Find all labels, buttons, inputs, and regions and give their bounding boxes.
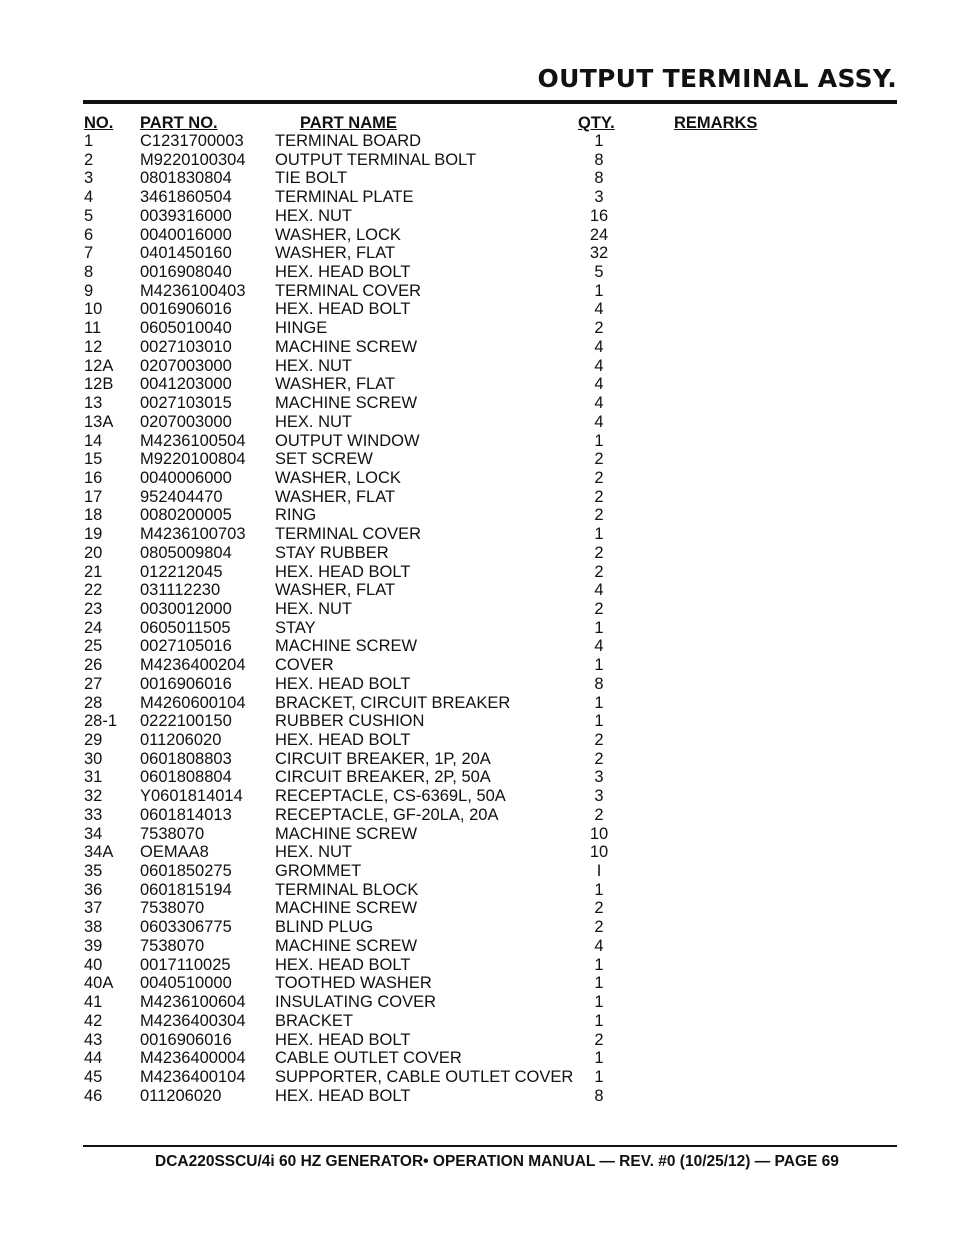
cell-part-no: 0016906016 (140, 674, 232, 693)
cell-no: 28 (84, 693, 103, 712)
cell-part-name: WASHER, LOCK (275, 225, 401, 244)
cell-part-no: 0027103015 (140, 394, 232, 413)
cell-part-no: 0040510000 (140, 974, 232, 993)
table-row (84, 806, 864, 825)
table-row (84, 600, 864, 619)
cell-qty: 2 (594, 749, 604, 768)
cell-part-no: 0016908040 (140, 263, 232, 282)
cell-no: 11 (84, 319, 102, 338)
cell-part-no: M4236100403 (140, 281, 246, 300)
cell-part-name: INSULATING COVER (275, 993, 437, 1012)
cell-part-no: 0039316000 (140, 206, 232, 225)
cell-part-no: 0027103010 (140, 337, 232, 356)
cell-qty: 8 (594, 1086, 604, 1105)
title-rule (83, 100, 897, 104)
cell-part-no: 0601815194 (140, 880, 232, 899)
cell-no: 12 (84, 337, 103, 356)
cell-part-no: 0603306775 (140, 918, 232, 937)
table-row (84, 432, 864, 451)
table-row (84, 825, 864, 844)
table-row (84, 207, 864, 226)
cell-part-no: 7538070 (140, 824, 205, 843)
cell-part-name: BLIND PLUG (275, 918, 374, 937)
cell-qty: 4 (594, 581, 604, 600)
cell-part-name: WASHER, FLAT (275, 487, 396, 506)
cell-part-no: M4236400304 (140, 1011, 246, 1030)
table-row (84, 1031, 864, 1050)
cell-qty: 5 (594, 263, 604, 282)
cell-part-no: 0805009804 (140, 543, 232, 562)
cell-qty: 2 (594, 543, 604, 562)
cell-no: 30 (84, 749, 103, 768)
cell-qty: 1 (594, 974, 604, 993)
cell-qty: 3 (594, 188, 604, 207)
cell-part-name: OUTPUT WINDOW (275, 431, 420, 450)
cell-part-no: M4236100604 (140, 993, 246, 1012)
cell-no: 15 (84, 450, 103, 469)
cell-no: 26 (84, 656, 103, 675)
cell-no: 7 (84, 244, 94, 263)
cell-part-no: 011206020 (140, 1086, 222, 1105)
table-row (84, 169, 864, 188)
cell-part-no: 0016906016 (140, 1030, 232, 1049)
cell-no: 23 (84, 599, 103, 618)
page-footer: DCA220SSCU/4i 60 HZ GENERATOR• OPERATION MANUAL — REV. #0 (10/25/12) — PAGE 69 (155, 1153, 839, 1170)
cell-no: 13 (84, 394, 103, 413)
cell-part-name: OUTPUT TERMINAL BOLT (275, 150, 477, 169)
cell-qty: 1 (594, 693, 604, 712)
cell-part-name: HEX. HEAD BOLT (275, 263, 411, 282)
cell-part-name: WASHER, FLAT (275, 244, 396, 263)
cell-no: 29 (84, 731, 103, 749)
cell-qty: 1 (594, 618, 604, 637)
cell-qty: 4 (594, 936, 604, 955)
cell-no: 41 (84, 993, 103, 1012)
cell-part-no: 0030012000 (140, 599, 232, 618)
table-row (84, 469, 864, 488)
header-part-no: PART NO. (140, 114, 218, 132)
cell-part-no: 0016906016 (140, 300, 232, 319)
cell-no: 12A (84, 356, 114, 375)
table-body (84, 132, 864, 1105)
cell-qty: 2 (594, 562, 604, 581)
cell-part-name: WASHER, LOCK (275, 468, 401, 487)
cell-qty: 1 (594, 880, 604, 899)
cell-no: 28-1 (84, 712, 118, 731)
cell-part-no: 3461860504 (140, 188, 232, 207)
cell-no: 2 (84, 150, 94, 169)
cell-part-no: 0605011505 (140, 618, 231, 637)
cell-qty: 2 (594, 918, 604, 937)
cell-qty: I (596, 862, 602, 881)
cell-part-no: 0027105016 (140, 637, 232, 656)
cell-part-name: WASHER, FLAT (275, 375, 396, 394)
cell-part-name: TERMINAL COVER (275, 281, 422, 300)
cell-part-no: 952404470 (140, 487, 223, 506)
cell-qty: 8 (594, 169, 604, 188)
cell-no: 44 (84, 1049, 103, 1068)
table-row (84, 263, 864, 282)
cell-part-name: CABLE OUTLET COVER (275, 1049, 462, 1068)
cell-part-no: 0601808804 (140, 768, 232, 787)
page-title: OUTPUT TERMINAL ASSY. (537, 64, 897, 93)
cell-part-name: MACHINE SCREW (275, 936, 418, 955)
cell-no: 13A (84, 412, 114, 431)
table-row (84, 132, 864, 151)
cell-part-name: SUPPORTER, CABLE OUTLET COVER (275, 1067, 574, 1086)
table-row (84, 188, 864, 207)
cell-part-name: HEX. HEAD BOLT (275, 731, 411, 749)
cell-no: 43 (84, 1030, 103, 1049)
cell-no: 24 (84, 618, 103, 637)
cell-part-no: 012212045 (140, 562, 223, 581)
cell-no: 10 (84, 300, 103, 319)
cell-part-name: CIRCUIT BREAKER, 1P, 20A (275, 749, 491, 768)
table-row (84, 1012, 864, 1031)
table-row (84, 956, 864, 975)
cell-qty: 1 (594, 1049, 604, 1068)
cell-qty: 2 (594, 731, 604, 749)
cell-part-name: HEX. NUT (275, 599, 353, 618)
cell-no: 31 (84, 768, 103, 787)
cell-qty: 1 (594, 1011, 604, 1030)
cell-part-name: BRACKET (275, 1011, 353, 1030)
cell-qty: 3 (594, 768, 604, 787)
cell-qty: 2 (594, 899, 604, 918)
table-row (84, 244, 864, 263)
cell-qty: 1 (594, 712, 604, 731)
cell-part-no: 0601850275 (140, 862, 232, 881)
cell-qty: 2 (594, 487, 604, 506)
table-row (84, 656, 864, 675)
cell-qty: 2 (594, 1030, 604, 1049)
cell-qty: 2 (594, 805, 604, 824)
cell-no: 40 (84, 955, 103, 974)
cell-part-name: TIE BOLT (275, 169, 348, 188)
cell-part-name: MACHINE SCREW (275, 824, 418, 843)
cell-part-name: TERMINAL COVER (275, 525, 422, 544)
cell-no: 8 (84, 263, 94, 282)
cell-qty: 3 (594, 787, 604, 806)
cell-no: 45 (84, 1067, 103, 1086)
cell-no: 19 (84, 525, 103, 544)
cell-part-name: STAY RUBBER (275, 543, 389, 562)
header-qty: QTY. (578, 114, 615, 132)
table-row (84, 413, 864, 432)
cell-no: 35 (84, 862, 103, 881)
cell-qty: 4 (594, 356, 604, 375)
cell-no: 40A (84, 974, 114, 993)
cell-no: 3 (84, 169, 94, 188)
cell-no: 39 (84, 936, 103, 955)
cell-qty: 1 (594, 431, 604, 450)
table-row (84, 1087, 864, 1106)
parts-table (84, 114, 864, 1105)
cell-qty: 2 (594, 599, 604, 618)
table-row (84, 787, 864, 806)
cell-no: 25 (84, 637, 103, 656)
table-row (84, 937, 864, 956)
cell-part-no: 0801830804 (140, 169, 232, 188)
cell-part-name: HEX. NUT (275, 412, 353, 431)
cell-part-name: GROMMET (275, 862, 362, 881)
cell-qty: 1 (594, 656, 604, 675)
cell-part-name: SET SCREW (275, 450, 373, 469)
cell-part-no: 011206020 (140, 731, 222, 749)
table-row (84, 506, 864, 525)
table-row (84, 637, 864, 656)
cell-part-name: HEX. HEAD BOLT (275, 300, 411, 319)
cell-part-name: RUBBER CUSHION (275, 712, 425, 731)
table-row (84, 768, 864, 787)
cell-part-name: MACHINE SCREW (275, 637, 418, 656)
cell-part-no: M4236400204 (140, 656, 246, 675)
table-row (84, 282, 864, 301)
table-row (84, 226, 864, 245)
header-no: NO. (84, 114, 114, 132)
table-row (84, 394, 864, 413)
cell-no: 42 (84, 1011, 103, 1030)
cell-part-name: HEX. HEAD BOLT (275, 562, 411, 581)
cell-part-no: 0222100150 (140, 712, 232, 731)
table-row (84, 488, 864, 507)
cell-part-name: HEX. HEAD BOLT (275, 674, 411, 693)
cell-part-name: COVER (275, 656, 334, 675)
cell-qty: 1 (594, 955, 604, 974)
table-row (84, 544, 864, 563)
cell-no: 22 (84, 581, 103, 600)
table-header (84, 114, 864, 132)
cell-no: 34A (84, 843, 114, 862)
table-row (84, 357, 864, 376)
cell-qty: 2 (594, 506, 604, 525)
cell-no: 4 (84, 188, 94, 207)
cell-part-name: WASHER, FLAT (275, 581, 396, 600)
cell-qty: 4 (594, 300, 604, 319)
cell-part-no: 0040006000 (140, 468, 232, 487)
cell-qty: 8 (594, 674, 604, 693)
cell-part-no: M4236400104 (140, 1067, 246, 1086)
cell-no: 33 (84, 805, 103, 824)
table-row (84, 1068, 864, 1087)
table-row (84, 563, 864, 582)
cell-no: 38 (84, 918, 103, 937)
cell-part-name: TERMINAL PLATE (275, 188, 414, 207)
cell-part-name: RING (275, 506, 317, 525)
table-row (84, 450, 864, 469)
table-row (84, 581, 864, 600)
cell-part-name: HEX. NUT (275, 206, 353, 225)
cell-qty: 1 (594, 525, 604, 544)
cell-no: 34 (84, 824, 103, 843)
cell-part-no: 7538070 (140, 936, 205, 955)
cell-no: 18 (84, 506, 103, 525)
table-row (84, 319, 864, 338)
cell-no: 12B (84, 375, 114, 394)
table-row (84, 300, 864, 319)
cell-part-no: Y0601814014 (140, 787, 243, 806)
cell-no: 21 (84, 562, 103, 581)
cell-no: 9 (84, 281, 94, 300)
cell-qty: 16 (589, 206, 609, 225)
table-row (84, 694, 864, 713)
cell-qty: 10 (589, 843, 609, 862)
cell-part-name: HEX. HEAD BOLT (275, 1030, 411, 1049)
table-row (84, 675, 864, 694)
table-row (84, 974, 864, 993)
cell-part-name: MACHINE SCREW (275, 899, 418, 918)
cell-qty: 1 (594, 993, 604, 1012)
header-part-name: PART NAME (300, 114, 397, 132)
table-row (84, 151, 864, 170)
cell-qty: 1 (594, 1067, 604, 1086)
table-row (84, 731, 864, 750)
cell-qty: 2 (594, 319, 604, 338)
table-row (84, 993, 864, 1012)
cell-no: 20 (84, 543, 103, 562)
cell-qty: 4 (594, 337, 604, 356)
cell-no: 16 (84, 468, 103, 487)
cell-part-name: STAY (275, 618, 316, 637)
cell-no: 14 (84, 431, 103, 450)
cell-part-no: M4260600104 (140, 693, 246, 712)
cell-no: 5 (84, 206, 94, 225)
cell-part-name: RECEPTACLE, CS-6369L, 50A (275, 787, 506, 806)
cell-part-no: 0601808803 (140, 749, 232, 768)
cell-qty: 24 (589, 225, 609, 244)
table-row (84, 338, 864, 357)
cell-qty: 4 (594, 375, 604, 394)
cell-part-no: M4236100703 (140, 525, 246, 544)
cell-part-name: HEX. NUT (275, 356, 353, 375)
cell-part-no: 0017110025 (140, 955, 231, 974)
cell-qty: 4 (594, 412, 604, 431)
cell-part-no: M9220100304 (140, 150, 246, 169)
table-row (84, 619, 864, 638)
cell-part-no: M9220100804 (140, 450, 246, 469)
cell-qty: 4 (594, 394, 604, 413)
cell-no: 37 (84, 899, 103, 918)
cell-qty: 4 (594, 637, 604, 656)
cell-part-name: MACHINE SCREW (275, 337, 418, 356)
cell-part-name: HEX. HEAD BOLT (275, 1086, 411, 1105)
cell-part-no: 0401450160 (140, 244, 232, 263)
table-row (84, 862, 864, 881)
cell-qty: 2 (594, 468, 604, 487)
cell-part-no: M4236100504 (140, 431, 246, 450)
cell-part-name: TOOTHED WASHER (275, 974, 432, 993)
cell-no: 1 (84, 132, 94, 150)
cell-part-no: 0041203000 (140, 375, 232, 394)
cell-part-no: 0080200005 (140, 506, 232, 525)
cell-qty: 1 (594, 281, 604, 300)
footer-rule (83, 1145, 897, 1147)
cell-qty: 10 (589, 824, 609, 843)
cell-qty: 2 (594, 450, 604, 469)
cell-part-name: CIRCUIT BREAKER, 2P, 50A (275, 768, 491, 787)
cell-part-no: M4236400004 (140, 1049, 246, 1068)
cell-part-name: HEX. NUT (275, 843, 353, 862)
header-remarks: REMARKS (674, 114, 758, 132)
cell-no: 27 (84, 674, 103, 693)
cell-no: 46 (84, 1086, 103, 1105)
cell-no: 17 (84, 487, 103, 506)
cell-part-name: RECEPTACLE, GF-20LA, 20A (275, 805, 499, 824)
cell-no: 6 (84, 225, 94, 244)
cell-part-no: 0207003000 (140, 412, 232, 431)
cell-qty: 32 (589, 244, 609, 263)
table-row (84, 375, 864, 394)
cell-part-no: 0605010040 (140, 319, 232, 338)
cell-no: 36 (84, 880, 103, 899)
table-row (84, 525, 864, 544)
cell-part-name: BRACKET, CIRCUIT BREAKER (275, 693, 511, 712)
table-row (84, 712, 864, 731)
cell-part-name: TERMINAL BOARD (275, 132, 422, 150)
table-row (84, 899, 864, 918)
cell-no: 32 (84, 787, 103, 806)
table-row (84, 918, 864, 937)
cell-part-no: 031112230 (140, 581, 221, 600)
cell-qty: 8 (594, 150, 604, 169)
cell-part-name: HINGE (275, 319, 328, 338)
cell-qty: 1 (594, 132, 604, 150)
cell-part-no: 0207003000 (140, 356, 232, 375)
cell-part-name: HEX. HEAD BOLT (275, 955, 411, 974)
table-row (84, 843, 864, 862)
cell-part-no: 0601814013 (140, 805, 232, 824)
table-row (84, 1049, 864, 1068)
cell-part-no: C1231700003 (140, 132, 244, 150)
cell-part-no: OEMAA8 (140, 843, 209, 862)
cell-part-no: 0040016000 (140, 225, 232, 244)
table-row (84, 881, 864, 900)
cell-part-name: MACHINE SCREW (275, 394, 418, 413)
table-row (84, 750, 864, 769)
cell-part-no: 7538070 (140, 899, 205, 918)
cell-part-name: TERMINAL BLOCK (275, 880, 419, 899)
